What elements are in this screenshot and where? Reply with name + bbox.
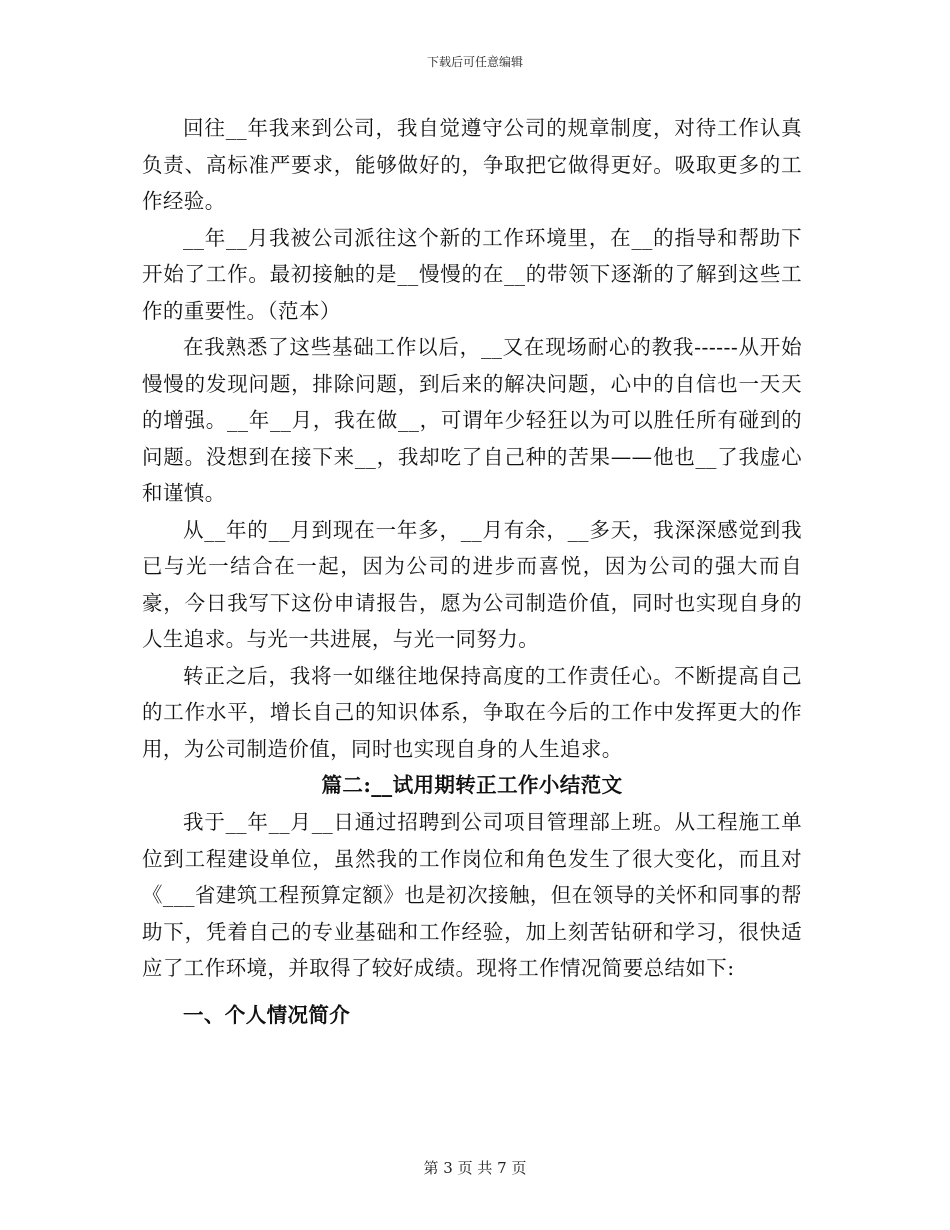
section-heading: 篇二:__试用期转正工作小结范文 — [321, 773, 623, 797]
document-body — [142, 110, 802, 1034]
paragraph: __年__月我被公司派往这个新的工作环境里，在__的指导和帮助下开始了工作。最初接触的是__慢慢的在__的带领下逐渐的了解到这些工作的重要性。（范本） — [142, 225, 802, 323]
paragraph: 从__年的__月到现在一年多，__月有余，__多天，我深深感觉到我已与光一结合在一起，因为公司的进步而喜悦，因为公司的强大而自豪，今日我写下这份申请报告，愿为公司制造价值，同时也实现自身的人生追求。与光一共进展，与光一同努力。 — [142, 517, 802, 651]
paragraph: 在我熟悉了这些基础工作以后，__又在现场耐心的教我------从开始慢慢的发现问题，排除问题，到后来的解决问题，心中的自信也一天天的增强。__年__月，我在做__，可谓年少轻狂以为可以胜任所有碰到的问题。没想到在接下来__，我却吃了自己种的苦果——他也__了我虚心和谨慎。 — [142, 335, 802, 505]
paragraph: 回往__年我来到公司，我自觉遵守公司的规章制度，对待工作认真负责、高标准严要求，能够做好的，争取把它做得更好。吸取更多的工作经验。 — [142, 116, 802, 213]
paragraph: 我于__年__月__日通过招聘到公司项目管理部上班。从工程施工单位到工程建设单位，虽然我的工作岗位和角色发生了很大变化，而且对《___省建筑工程预算定额》也是初次接触，但在领导的关怀和同事的帮助下，凭着自己的专业基础和工作经验，加上刻苦钻研和学习，很快适应了工作环境，并取得了较好成绩。现将工作情况简要总结如下: — [142, 810, 802, 980]
page-header: 下载后可任意编辑 — [426, 55, 523, 69]
paragraph: 转正之后，我将一如继往地保持高度的工作责任心。不断提高自己的工作水平，增长自己的知识体系，争取在今后的工作中发挥更大的作用，为公司制造价值，同时也实现自身的人生追求。 — [142, 663, 802, 761]
page-footer: 第 3 页 共 7 页 — [423, 1159, 527, 1177]
subheading: 一、个人情况简介 — [183, 1002, 351, 1027]
